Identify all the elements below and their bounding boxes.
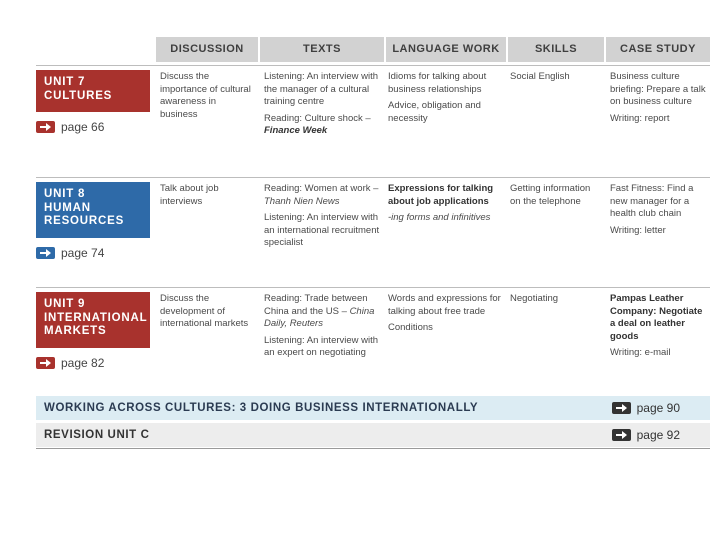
unit-9-name-line1: INTERNATIONAL	[44, 311, 148, 324]
arrow-right-icon	[612, 402, 631, 414]
unit-8-page-link[interactable]: page 74	[36, 246, 104, 260]
working-across-cultures-band[interactable]	[36, 396, 710, 420]
unit-8-texts: Reading: Women at work – Thanh Nien News Listening: An interview with an international recruitment specialist	[264, 183, 380, 248]
unit-8-name-line1: HUMAN	[44, 201, 91, 214]
unit-7-page-link[interactable]: page 66	[36, 120, 104, 134]
header-language-work: LANGUAGE WORK	[386, 37, 506, 62]
unit-7-name: CULTURES	[44, 89, 113, 102]
arrow-right-icon	[612, 429, 631, 441]
unit-7-discussion: Discuss the importance of cultural awareness in business	[160, 71, 251, 120]
unit-9-skills: Negotiating	[510, 293, 559, 304]
unit-7-texts: Listening: An interview with the manager of a cultural training centre Reading: Culture shock – Finance Week	[264, 71, 379, 136]
unit-7-case-study: Business culture briefing: Prepare a talk on business culture Writing: report	[610, 71, 706, 124]
band-1-page-link[interactable]: page 90	[612, 396, 680, 420]
unit-9-texts: Reading: Trade between China and the US – China Daily, Reuters Listening: An interview with an expert on negotiating	[264, 293, 379, 358]
header-case-study: CASE STUDY	[606, 37, 710, 62]
header-texts: TEXTS	[260, 37, 384, 62]
unit-9-case-study: Pampas Leather Company: Negotiate a deal on leather goods Writing: e-mail	[610, 293, 703, 358]
arrow-right-icon	[36, 247, 55, 259]
unit-8-language-work: Expressions for talking about job applications -ing forms and infinitives	[388, 183, 494, 223]
contents-table	[36, 37, 710, 442]
unit-row-7	[36, 65, 710, 178]
unit-8-discussion: Talk about job interviews	[160, 183, 219, 207]
unit-8-number: UNIT 8	[44, 188, 86, 200]
band-1-label: WORKING ACROSS CULTURES: 3 DOING BUSINESS INTERNATIONALLY	[44, 402, 479, 414]
unit-9-name-line2: MARKETS	[44, 325, 107, 337]
arrow-right-icon	[36, 121, 55, 133]
band-2-page-link[interactable]: page 92	[612, 423, 680, 447]
header-skills: SKILLS	[508, 37, 604, 62]
unit-8-title-block[interactable]	[36, 182, 150, 238]
unit-9-discussion: Discuss the development of international markets	[160, 293, 249, 329]
column-header-row	[36, 37, 710, 62]
unit-9-language-work: Words and expressions for talking about free trade Conditions	[388, 293, 501, 333]
arrow-right-icon	[36, 357, 55, 369]
unit-7-title-block[interactable]	[36, 70, 150, 112]
unit-8-skills: Getting information on the telephone	[510, 183, 591, 207]
unit-9-number: UNIT 9	[44, 298, 86, 310]
unit-9-page-link[interactable]: page 82	[36, 356, 104, 370]
revision-unit-band[interactable]	[36, 423, 710, 447]
unit-9-title-block[interactable]	[36, 292, 150, 348]
unit-7-language-work: Idioms for talking about business relationships Advice, obligation and necessity	[388, 71, 487, 124]
header-discussion: DISCUSSION	[156, 37, 258, 62]
table-bottom-rule	[36, 448, 710, 449]
unit-8-name-line2: RESOURCES	[44, 215, 125, 227]
unit-7-skills: Social English	[510, 71, 570, 82]
band-2-label: REVISION UNIT C	[44, 429, 150, 441]
unit-7-number: UNIT 7	[44, 76, 86, 88]
unit-row-8	[36, 177, 710, 288]
unit-row-9	[36, 287, 710, 396]
unit-8-case-study: Fast Fitness: Find a new manager for a health club chain Writing: letter	[610, 183, 694, 236]
